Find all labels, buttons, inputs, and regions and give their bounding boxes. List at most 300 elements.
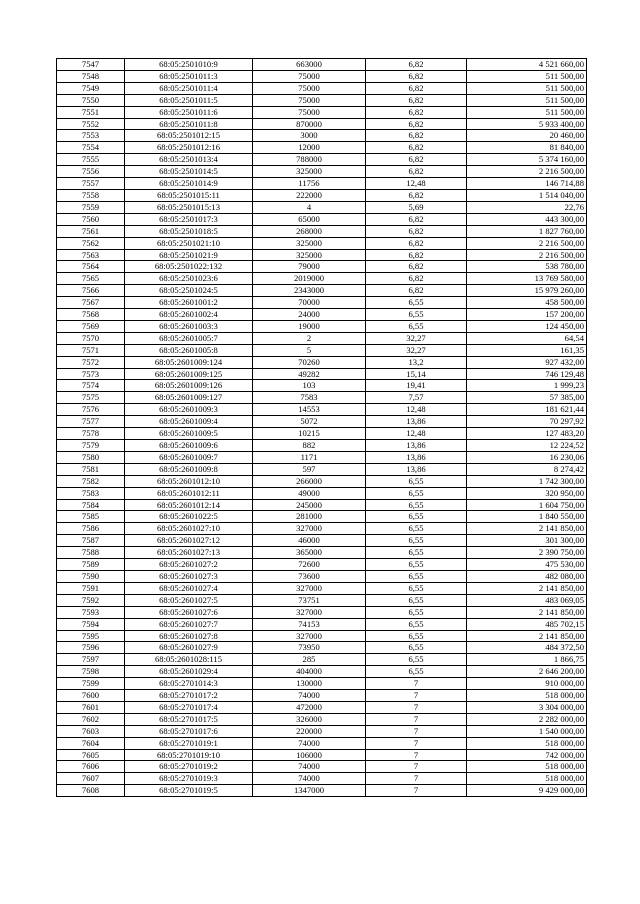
- table-row: [57, 178, 587, 190]
- cadastral-number: 68:05:2601009:5: [125, 428, 253, 440]
- cadastral-number: 68:05:2701017:2: [125, 690, 253, 702]
- total-value: 485 702,15: [467, 618, 587, 630]
- table-row: [57, 523, 587, 535]
- area-value: 49000: [253, 487, 366, 499]
- table-row: [57, 761, 587, 773]
- row-number: 7579: [57, 440, 125, 452]
- total-value: 22,76: [467, 201, 587, 213]
- area-value: 245000: [253, 499, 366, 511]
- row-number: 7554: [57, 142, 125, 154]
- area-value: 75000: [253, 82, 366, 94]
- rate-value: 6,55: [366, 642, 467, 654]
- area-value: 73600: [253, 570, 366, 582]
- row-number: 7547: [57, 59, 125, 71]
- table-row: [57, 237, 587, 249]
- total-value: 518 000,00: [467, 773, 587, 785]
- cadastral-number: 68:05:2501014:5: [125, 166, 253, 178]
- row-number: 7548: [57, 70, 125, 82]
- cadastral-number: 68:05:2601027:13: [125, 547, 253, 559]
- rate-value: 13,86: [366, 451, 467, 463]
- rate-value: 6,55: [366, 630, 467, 642]
- total-value: 5 933 400,00: [467, 118, 587, 130]
- total-value: 2 390 750,00: [467, 547, 587, 559]
- total-value: 181 621,44: [467, 404, 587, 416]
- rate-value: 6,82: [366, 213, 467, 225]
- cadastral-number: 68:05:2501012:15: [125, 130, 253, 142]
- area-value: 75000: [253, 70, 366, 82]
- total-value: 927 432,00: [467, 356, 587, 368]
- area-value: 365000: [253, 547, 366, 559]
- rate-value: 6,82: [366, 154, 467, 166]
- area-value: 10215: [253, 428, 366, 440]
- total-value: 70 297,92: [467, 416, 587, 428]
- area-value: 2019000: [253, 273, 366, 285]
- total-value: 518 000,00: [467, 761, 587, 773]
- area-value: 74000: [253, 690, 366, 702]
- rate-value: 12,48: [366, 404, 467, 416]
- total-value: 64,54: [467, 332, 587, 344]
- cadastral-number: 68:05:2501024:5: [125, 285, 253, 297]
- table-row: [57, 261, 587, 273]
- cadastral-number: 68:05:2501017:3: [125, 213, 253, 225]
- cadastral-number: 68:05:2601009:126: [125, 380, 253, 392]
- table-row: [57, 213, 587, 225]
- cadastral-number: 68:05:2501011:8: [125, 118, 253, 130]
- total-value: 4 521 660,00: [467, 59, 587, 71]
- total-value: 1 540 000,00: [467, 725, 587, 737]
- cadastral-number: 68:05:2501012:16: [125, 142, 253, 154]
- table-row: [57, 499, 587, 511]
- area-value: 222000: [253, 189, 366, 201]
- total-value: 518 000,00: [467, 690, 587, 702]
- table-row: [57, 451, 587, 463]
- rate-value: 6,82: [366, 94, 467, 106]
- area-value: 5: [253, 344, 366, 356]
- cadastral-number: 68:05:2601002:4: [125, 309, 253, 321]
- total-value: 161,35: [467, 344, 587, 356]
- cadastral-number: 68:05:2601009:7: [125, 451, 253, 463]
- total-value: 124 450,00: [467, 320, 587, 332]
- area-value: 285: [253, 654, 366, 666]
- rate-value: 6,55: [366, 559, 467, 571]
- area-value: 73751: [253, 594, 366, 606]
- cadastral-number: 68:05:2601003:3: [125, 320, 253, 332]
- table-row: [57, 511, 587, 523]
- cadastral-number: 68:05:2701019:1: [125, 737, 253, 749]
- total-value: 511 500,00: [467, 82, 587, 94]
- total-value: 2 216 500,00: [467, 249, 587, 261]
- cadastral-number: 68:05:2601009:4: [125, 416, 253, 428]
- row-number: 7566: [57, 285, 125, 297]
- table-row: [57, 749, 587, 761]
- rate-value: 7: [366, 761, 467, 773]
- area-value: 1171: [253, 451, 366, 463]
- total-value: 1 742 300,00: [467, 475, 587, 487]
- cadastral-number: 68:05:2601005:8: [125, 344, 253, 356]
- total-value: 538 780,00: [467, 261, 587, 273]
- row-number: 7550: [57, 94, 125, 106]
- document-page: [56, 58, 586, 797]
- total-value: 1 999,23: [467, 380, 587, 392]
- table-row: [57, 725, 587, 737]
- row-number: 7553: [57, 130, 125, 142]
- rate-value: 6,82: [366, 82, 467, 94]
- table-row: [57, 320, 587, 332]
- table-row: [57, 380, 587, 392]
- table-row: [57, 582, 587, 594]
- cadastral-number: 68:05:2601009:125: [125, 368, 253, 380]
- table-row: [57, 201, 587, 213]
- total-value: 320 950,00: [467, 487, 587, 499]
- cadastral-number: 68:05:2601009:127: [125, 392, 253, 404]
- area-value: 14553: [253, 404, 366, 416]
- area-value: 326000: [253, 713, 366, 725]
- cadastral-number: 68:05:2501015:11: [125, 189, 253, 201]
- area-value: 103: [253, 380, 366, 392]
- cadastral-number: 68:05:2501023:6: [125, 273, 253, 285]
- area-value: 49282: [253, 368, 366, 380]
- cadastral-number: 68:05:2601027:6: [125, 606, 253, 618]
- total-value: 127 483,20: [467, 428, 587, 440]
- total-value: 81 840,00: [467, 142, 587, 154]
- table-row: [57, 606, 587, 618]
- table-row: [57, 225, 587, 237]
- cadastral-number: 68:05:2701017:4: [125, 701, 253, 713]
- table-row: [57, 678, 587, 690]
- row-number: 7580: [57, 451, 125, 463]
- row-number: 7573: [57, 368, 125, 380]
- rate-value: 6,55: [366, 309, 467, 321]
- rate-value: 7: [366, 690, 467, 702]
- row-number: 7572: [57, 356, 125, 368]
- rate-value: 6,82: [366, 118, 467, 130]
- row-number: 7565: [57, 273, 125, 285]
- row-number: 7569: [57, 320, 125, 332]
- rate-value: 6,55: [366, 547, 467, 559]
- cadastral-number: 68:05:2701017:6: [125, 725, 253, 737]
- row-number: 7561: [57, 225, 125, 237]
- row-number: 7592: [57, 594, 125, 606]
- total-value: 13 769 580,00: [467, 273, 587, 285]
- rate-value: 7: [366, 713, 467, 725]
- total-value: 2 646 200,00: [467, 666, 587, 678]
- table-row: [57, 428, 587, 440]
- table-row: [57, 737, 587, 749]
- cadastral-number: 68:05:2601027:3: [125, 570, 253, 582]
- row-number: 7559: [57, 201, 125, 213]
- area-value: 11756: [253, 178, 366, 190]
- table-row: [57, 785, 587, 797]
- total-value: 511 500,00: [467, 70, 587, 82]
- cadastral-number: 68:05:2601009:3: [125, 404, 253, 416]
- cadastral-number: 68:05:2701019:2: [125, 761, 253, 773]
- table-row: [57, 654, 587, 666]
- table-row: [57, 332, 587, 344]
- total-value: 2 141 850,00: [467, 606, 587, 618]
- total-value: 1 827 760,00: [467, 225, 587, 237]
- total-value: 1 604 750,00: [467, 499, 587, 511]
- table-row: [57, 130, 587, 142]
- rate-value: 15,14: [366, 368, 467, 380]
- row-number: 7593: [57, 606, 125, 618]
- cadastral-number: 68:05:2601028:115: [125, 654, 253, 666]
- area-value: 788000: [253, 154, 366, 166]
- cadastral-number: 68:05:2501011:4: [125, 82, 253, 94]
- cadastral-number: 68:05:2501014:9: [125, 178, 253, 190]
- area-value: 870000: [253, 118, 366, 130]
- table-body: [57, 59, 587, 797]
- cadastral-number: 68:05:2601009:6: [125, 440, 253, 452]
- area-value: 663000: [253, 59, 366, 71]
- cadastral-number: 68:05:2601027:5: [125, 594, 253, 606]
- total-value: 482 080,00: [467, 570, 587, 582]
- cadastral-number: 68:05:2701014:3: [125, 678, 253, 690]
- row-number: 7562: [57, 237, 125, 249]
- total-value: 2 282 000,00: [467, 713, 587, 725]
- row-number: 7582: [57, 475, 125, 487]
- cadastral-number: 68:05:2601009:8: [125, 463, 253, 475]
- row-number: 7591: [57, 582, 125, 594]
- cadastral-value-table: [56, 58, 587, 797]
- table-row: [57, 618, 587, 630]
- row-number: 7606: [57, 761, 125, 773]
- rate-value: 7: [366, 773, 467, 785]
- table-row: [57, 368, 587, 380]
- rate-value: 6,82: [366, 166, 467, 178]
- table-row: [57, 487, 587, 499]
- area-value: 327000: [253, 606, 366, 618]
- total-value: 483 069,05: [467, 594, 587, 606]
- row-number: 7564: [57, 261, 125, 273]
- table-row: [57, 440, 587, 452]
- rate-value: 6,55: [366, 666, 467, 678]
- cadastral-number: 68:05:2501010:9: [125, 59, 253, 71]
- table-row: [57, 630, 587, 642]
- area-value: 472000: [253, 701, 366, 713]
- table-row: [57, 118, 587, 130]
- row-number: 7549: [57, 82, 125, 94]
- row-number: 7577: [57, 416, 125, 428]
- table-row: [57, 463, 587, 475]
- table-row: [57, 82, 587, 94]
- rate-value: 6,82: [366, 59, 467, 71]
- area-value: 70260: [253, 356, 366, 368]
- cadastral-number: 68:05:2501015:13: [125, 201, 253, 213]
- area-value: 266000: [253, 475, 366, 487]
- cadastral-number: 68:05:2501013:4: [125, 154, 253, 166]
- total-value: 16 230,06: [467, 451, 587, 463]
- total-value: 475 530,00: [467, 559, 587, 571]
- rate-value: 7: [366, 701, 467, 713]
- row-number: 7604: [57, 737, 125, 749]
- table-row: [57, 166, 587, 178]
- total-value: 518 000,00: [467, 737, 587, 749]
- area-value: 72600: [253, 559, 366, 571]
- cadastral-number: 68:05:2601027:10: [125, 523, 253, 535]
- cadastral-number: 68:05:2701019:10: [125, 749, 253, 761]
- rate-value: 6,82: [366, 225, 467, 237]
- rate-value: 12,48: [366, 428, 467, 440]
- table-row: [57, 154, 587, 166]
- total-value: 2 216 500,00: [467, 166, 587, 178]
- area-value: 65000: [253, 213, 366, 225]
- row-number: 7603: [57, 725, 125, 737]
- total-value: 2 141 850,00: [467, 582, 587, 594]
- total-value: 1 840 550,00: [467, 511, 587, 523]
- row-number: 7605: [57, 749, 125, 761]
- row-number: 7556: [57, 166, 125, 178]
- area-value: 1347000: [253, 785, 366, 797]
- area-value: 268000: [253, 225, 366, 237]
- rate-value: 12,48: [366, 178, 467, 190]
- table-row: [57, 773, 587, 785]
- cadastral-number: 68:05:2601027:12: [125, 535, 253, 547]
- row-number: 7555: [57, 154, 125, 166]
- total-value: 157 200,00: [467, 309, 587, 321]
- cadastral-number: 68:05:2601027:4: [125, 582, 253, 594]
- rate-value: 7,57: [366, 392, 467, 404]
- area-value: 281000: [253, 511, 366, 523]
- rate-value: 6,55: [366, 297, 467, 309]
- table-row: [57, 666, 587, 678]
- rate-value: 6,82: [366, 70, 467, 82]
- row-number: 7599: [57, 678, 125, 690]
- rate-value: 6,55: [366, 654, 467, 666]
- rate-value: 6,82: [366, 285, 467, 297]
- table-row: [57, 106, 587, 118]
- row-number: 7551: [57, 106, 125, 118]
- table-row: [57, 285, 587, 297]
- cadastral-number: 68:05:2701017:5: [125, 713, 253, 725]
- rate-value: 6,82: [366, 273, 467, 285]
- area-value: 327000: [253, 630, 366, 642]
- row-number: 7607: [57, 773, 125, 785]
- table-row: [57, 392, 587, 404]
- cadastral-number: 68:05:2601012:10: [125, 475, 253, 487]
- area-value: 597: [253, 463, 366, 475]
- rate-value: 6,55: [366, 535, 467, 547]
- row-number: 7567: [57, 297, 125, 309]
- rate-value: 6,82: [366, 142, 467, 154]
- table-row: [57, 547, 587, 559]
- row-number: 7578: [57, 428, 125, 440]
- total-value: 20 460,00: [467, 130, 587, 142]
- row-number: 7570: [57, 332, 125, 344]
- area-value: 75000: [253, 94, 366, 106]
- table-row: [57, 570, 587, 582]
- rate-value: 6,55: [366, 523, 467, 535]
- row-number: 7563: [57, 249, 125, 261]
- rate-value: 13,86: [366, 416, 467, 428]
- row-number: 7576: [57, 404, 125, 416]
- rate-value: 7: [366, 749, 467, 761]
- rate-value: 6,82: [366, 106, 467, 118]
- rate-value: 13,86: [366, 440, 467, 452]
- rate-value: 6,82: [366, 189, 467, 201]
- rate-value: 6,55: [366, 570, 467, 582]
- row-number: 7608: [57, 785, 125, 797]
- area-value: 327000: [253, 582, 366, 594]
- area-value: 73950: [253, 642, 366, 654]
- total-value: 12 224,52: [467, 440, 587, 452]
- area-value: 3000: [253, 130, 366, 142]
- row-number: 7589: [57, 559, 125, 571]
- row-number: 7596: [57, 642, 125, 654]
- cadastral-number: 68:05:2601029:4: [125, 666, 253, 678]
- rate-value: 6,82: [366, 261, 467, 273]
- total-value: 2 141 850,00: [467, 523, 587, 535]
- cadastral-number: 68:05:2601012:11: [125, 487, 253, 499]
- table-row: [57, 535, 587, 547]
- table-row: [57, 701, 587, 713]
- row-number: 7575: [57, 392, 125, 404]
- total-value: 746 129,48: [467, 368, 587, 380]
- row-number: 7600: [57, 690, 125, 702]
- total-value: 3 304 000,00: [467, 701, 587, 713]
- total-value: 146 714,88: [467, 178, 587, 190]
- row-number: 7586: [57, 523, 125, 535]
- area-value: 12000: [253, 142, 366, 154]
- rate-value: 6,55: [366, 594, 467, 606]
- area-value: 74000: [253, 773, 366, 785]
- cadastral-number: 68:05:2601022:5: [125, 511, 253, 523]
- area-value: 130000: [253, 678, 366, 690]
- rate-value: 32,27: [366, 344, 467, 356]
- row-number: 7552: [57, 118, 125, 130]
- cadastral-number: 68:05:2601001:2: [125, 297, 253, 309]
- area-value: 404000: [253, 666, 366, 678]
- cadastral-number: 68:05:2601012:14: [125, 499, 253, 511]
- rate-value: 5,69: [366, 201, 467, 213]
- cadastral-number: 68:05:2501011:3: [125, 70, 253, 82]
- rate-value: 19,41: [366, 380, 467, 392]
- rate-value: 6,55: [366, 618, 467, 630]
- area-value: 5072: [253, 416, 366, 428]
- rate-value: 6,55: [366, 475, 467, 487]
- total-value: 443 300,00: [467, 213, 587, 225]
- total-value: 2 216 500,00: [467, 237, 587, 249]
- rate-value: 6,55: [366, 320, 467, 332]
- area-value: 4: [253, 201, 366, 213]
- row-number: 7568: [57, 309, 125, 321]
- rate-value: 13,86: [366, 463, 467, 475]
- cadastral-number: 68:05:2601027:8: [125, 630, 253, 642]
- row-number: 7587: [57, 535, 125, 547]
- total-value: 9 429 000,00: [467, 785, 587, 797]
- rate-value: 13,2: [366, 356, 467, 368]
- area-value: 46000: [253, 535, 366, 547]
- total-value: 15 979 260,00: [467, 285, 587, 297]
- table-row: [57, 94, 587, 106]
- row-number: 7602: [57, 713, 125, 725]
- table-row: [57, 356, 587, 368]
- table-row: [57, 404, 587, 416]
- total-value: 910 000,00: [467, 678, 587, 690]
- area-value: 2343000: [253, 285, 366, 297]
- area-value: 7583: [253, 392, 366, 404]
- row-number: 7597: [57, 654, 125, 666]
- cadastral-number: 68:05:2501022:132: [125, 261, 253, 273]
- table-row: [57, 297, 587, 309]
- total-value: 511 500,00: [467, 106, 587, 118]
- total-value: 742 000,00: [467, 749, 587, 761]
- table-row: [57, 70, 587, 82]
- cadastral-number: 68:05:2601005:7: [125, 332, 253, 344]
- rate-value: 7: [366, 725, 467, 737]
- row-number: 7595: [57, 630, 125, 642]
- row-number: 7598: [57, 666, 125, 678]
- area-value: 75000: [253, 106, 366, 118]
